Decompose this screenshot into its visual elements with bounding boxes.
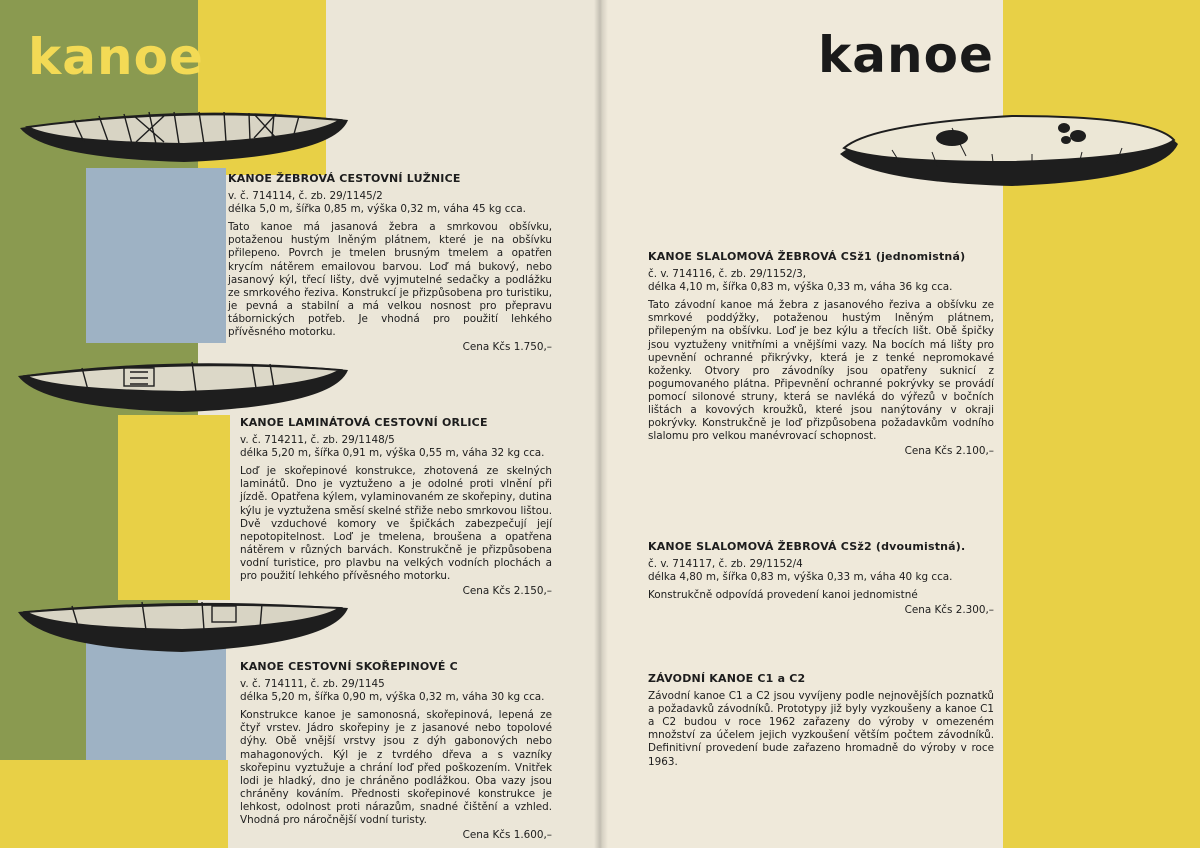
product-catalog: č. v. 714116, č. zb. 29/1152/3,	[648, 268, 807, 281]
product-specs: délka 5,20 m, šířka 0,90 m, výška 0,32 m, váha 30 kg cca.	[240, 691, 545, 704]
product-description: Závodní kanoe C1 a C2 jsou vyvíjeny podle nejnovějších poznatků a požadavků závodníků. Prototypy již byly vyzkoušeny a kanoe C1 a C2 budou v roce 1962 zařazeny do výroby v omezeném množství za účelem jejich vyzkoušení větším počtem závodníků. Definitivní provedení bude zařazeno hromadně do výroby v roce 1963.	[648, 690, 994, 768]
product-heading: KANOE SLALOMOVÁ ŽEBROVÁ CSž2 (dvoumistná).	[648, 540, 966, 553]
product-catalog: v. č. 714111, č. zb. 29/1145	[240, 678, 385, 691]
product-price: Cena Kčs 1.750,–	[462, 341, 552, 354]
product-skorepinove	[240, 660, 552, 842]
product-price: Cena Kčs 2.300,–	[904, 604, 994, 617]
product-catalog: č. v. 714117, č. zb. 29/1152/4	[648, 558, 803, 571]
blue-color-block-1	[86, 168, 226, 343]
product-catalog: v. č. 714211, č. zb. 29/1148/5	[240, 434, 395, 447]
yellow-color-block-mid	[118, 415, 230, 600]
product-csz2	[648, 540, 994, 617]
product-description: Konstrukčně odpovídá provedení kanoi jednomistné	[648, 589, 918, 602]
product-heading: KANOE CESTOVNÍ SKOŘEPINOVÉ C	[240, 660, 458, 673]
product-description: Konstrukce kanoe je samonosná, skořepinová, lepená ze čtyř vrstev. Jádro skořepiny je z jasanové nebo topolové dýhy. Obě vnější vrstvy jsou z dýh gabonových nebo mahagonových. Kýl je z tvrdého dřeva a s vazníky skořepinu vyztužuje a chrání loď před poškozením. Vnitřek lodi je hladký, dno je chráněno podlážkou. Oba vazy jsou chráněny kováním. Přednosti skořepinové konstrukce je lehkost, odolnost proti nárazům, snadné čištění a vzhled. Vhodná pro náročnější vodní turisty.	[240, 709, 552, 827]
product-specs: délka 4,80 m, šířka 0,83 m, výška 0,33 m, váha 40 kg cca.	[648, 571, 953, 584]
canoe-illustration-orlice	[12, 354, 354, 420]
page-title: kanoe	[28, 28, 204, 86]
product-specs: délka 4,10 m, šířka 0,83 m, výška 0,33 m, váha 36 kg cca.	[648, 281, 953, 294]
product-description: Tato závodní kanoe má žebra z jasanového řeziva a obšívku ze smrkové poddýžky, potaženou hustým lněným plátnem, přilepeným na obšívku. Loď je bez kýlu a třecích lišt. Obě špičky jsou vyztuženy vnitřními a vnějšími vazy. Na bocích má lišty pro upevnění ochranné přikrývky, která je z tenké nepromokavé koženky. Otvory pro závodníky jsou opatřeny suknicí z pogumovaného plátna. Připevnění ochranné pokrývky se provádí pomocí silonové struny, která se navléká do výřezů v bočních lištách a kovových kroužků, které jsou nanýtovány v okraji pokrývky. Konstrukčně je loď přizpůsobena požadavkům vodního slalomu pro velkou manévrovací schopnost.	[648, 299, 994, 443]
yellow-color-block-bottom	[0, 760, 228, 848]
product-heading: KANOE LAMINÁTOVÁ CESTOVNÍ ORLICE	[240, 416, 488, 429]
product-heading: ZÁVODNÍ KANOE C1 a C2	[648, 672, 806, 685]
product-specs: délka 5,20 m, šířka 0,91 m, výška 0,55 m, váha 32 kg cca.	[240, 447, 545, 460]
product-description: Tato kanoe má jasanová žebra a smrkovou obšívku, potaženou hustým lněným plátnem, které je na obšívku přilepeno. Povrch je tmelen brusným tmelem a opatřen krycím nátěrem emailovou barvou. Loď má bukový, nebo jasanový kýl, třecí lišty, dvě vyjmutelné sedačky a podlážku ze smrkového řeziva. Konstrukcí je přizpůsobena pro turistiku, je pevná a stabilní a má velkou nosnost pro přepravu tábornických potřeb. Je vhodná pro použití lehkého přívěsného motorku.	[228, 221, 552, 339]
book-spine	[594, 0, 608, 848]
product-price: Cena Kčs 1.600,–	[462, 829, 552, 842]
product-description: Loď je skořepinové konstrukce, zhotovená ze skelných laminátů. Dno je vyztuženo a je odolné proti vlnění při jízdě. Opatřena kýlem, vylaminovaném ze skořepiny, dutina kýlu je vyztužena směsí skelné střiže nebo smrkovou lištou. Dvě vzduchové komory ve špičkách zabezpečují její nepotopitelnost. Loď je tmelena, broušena a opatřena nátěrem v různých barvách. Konstrukčně je přizpůsobena vodní turistice, pro plavbu na velkých vodních plochách a pro použití lehkého přívěsného motorku.	[240, 465, 552, 583]
product-heading: KANOE ŽEBROVÁ CESTOVNÍ LUŽNICE	[228, 172, 461, 185]
right-page	[600, 0, 1200, 848]
product-c1-c2	[648, 672, 994, 769]
page-title: kanoe	[818, 26, 994, 84]
product-price: Cena Kčs 2.150,–	[462, 585, 552, 598]
product-orlice	[240, 416, 552, 598]
canoe-illustration-slalom	[832, 110, 1184, 194]
product-luznice	[228, 172, 552, 354]
product-catalog: v. č. 714114, č. zb. 29/1145/2	[228, 190, 383, 203]
product-specs: délka 5,0 m, šířka 0,85 m, výška 0,32 m, váha 45 kg cca.	[228, 203, 526, 216]
canoe-illustration-luznice	[14, 100, 354, 170]
product-price: Cena Kčs 2.100,–	[904, 445, 994, 458]
canoe-illustration-skorepinove	[12, 596, 354, 660]
product-csz1	[648, 250, 994, 458]
product-heading: KANOE SLALOMOVÁ ŽEBROVÁ CSž1 (jednomistná)	[648, 250, 966, 263]
